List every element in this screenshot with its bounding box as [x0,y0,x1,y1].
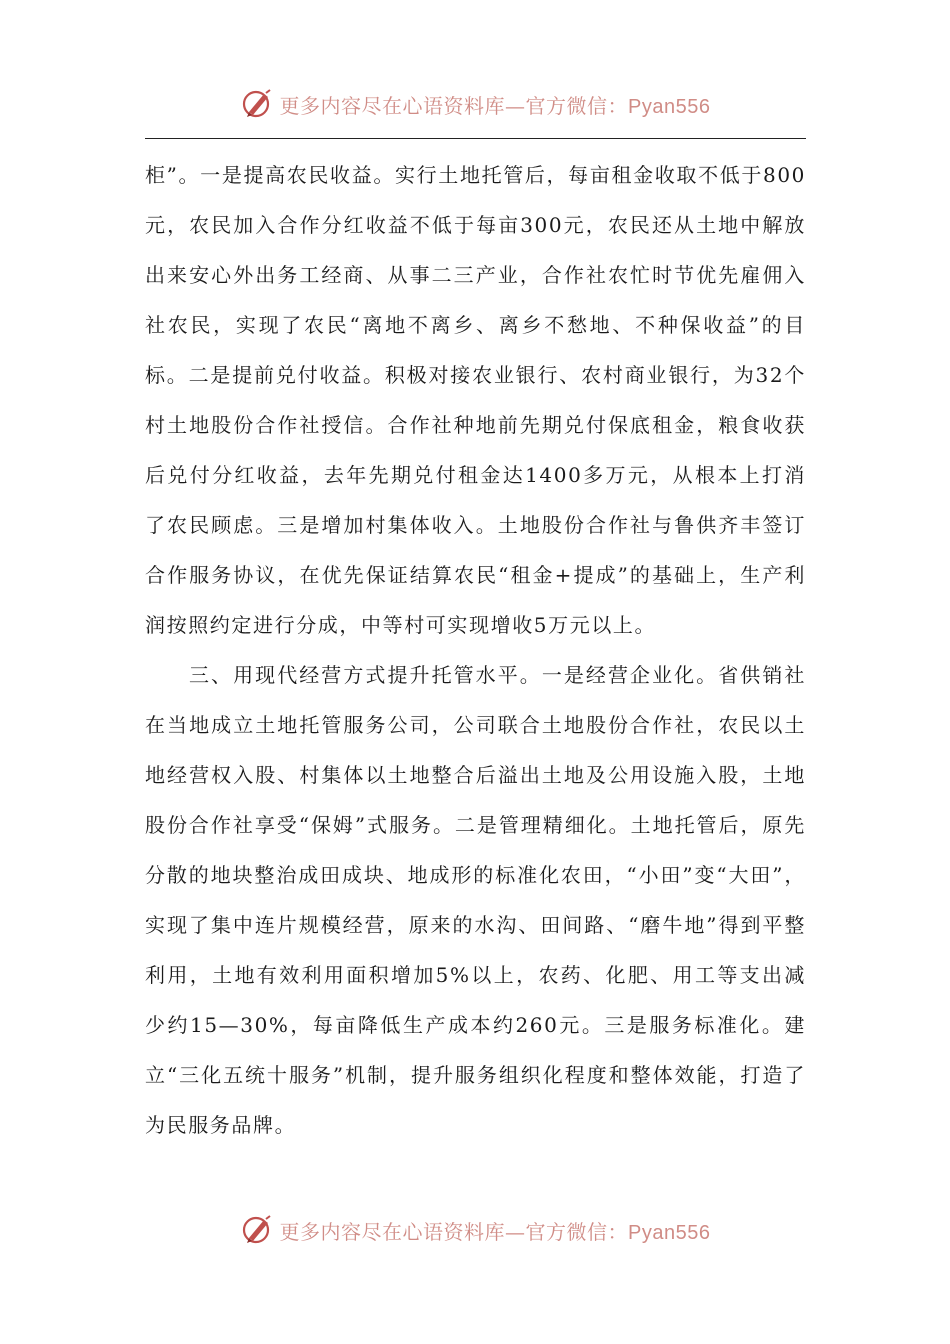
paragraph-continued: 柜”。一是提高农民收益。实行土地托管后，每亩租金收取不低于800元，农民加入合作分红收益不低于每亩300元，农民还从土地中解放出来安心外出务工经商、从事二三产业，合作社农忙时节优先雇佣入社农民，实现了农民“离地不离乡、离乡不愁地、不种保收益”的目标。二是提前兑付收益。积极对接农业银行、农村商业银行，为32个村土地股份合作社授信。合作社种地前先期兑付保底租金，粮食收获后兑付分红收益，去年先期兑付租金达1400多万元，从根本上打消了农民顾虑。三是增加村集体收入。土地股份合作社与鲁供齐丰签订合作服务协议，在优先保证结算农民“租金+提成”的基础上，生产利润按照约定进行分成，中等村可实现增收5万元以上。 [145,163,806,637]
pen-logo-icon [240,86,276,122]
pen-logo-icon [240,1212,276,1248]
watermark-text [280,90,711,119]
watermark-site: 更多内容尽在心语资料库 [279,93,506,118]
watermark-wechat-id: Pyan556 [628,1221,711,1244]
document-body [145,150,806,1150]
watermark-wechat-id: Pyan556 [628,95,711,118]
watermark-wechat-label: 官方微信： [525,93,629,118]
watermark-text [280,1216,711,1245]
header-divider [145,138,806,139]
watermark-separator: — [505,93,526,118]
header-watermark [0,84,950,124]
watermark-separator: — [505,1219,526,1244]
watermark-wechat-label: 官方微信： [525,1219,629,1244]
footer-watermark [0,1210,950,1250]
watermark-site: 更多内容尽在心语资料库 [279,1219,506,1244]
paragraph-section-three: 三、用现代经营方式提升托管水平。一是经营企业化。省供销社在当地成立土地托管服务公司，公司联合土地股份合作社，农民以土地经营权入股、村集体以土地整合后溢出土地及公用设施入股，土地股份合作社享受“保姆”式服务。二是管理精细化。土地托管后，原先分散的地块整治成田成块、地成形的标准化农田，“小田”变“大田”，实现了集中连片规模经营，原来的水沟、田间路、“磨牛地”得到平整利用，土地有效利用面积增加5%以上，农药、化肥、用工等支出减少约15—30%，每亩降低生产成本约260元。三是服务标准化。建立“三化五统十服务”机制，提升服务组织化程度和整体效能，打造了为民服务品牌。 [145,663,806,1137]
